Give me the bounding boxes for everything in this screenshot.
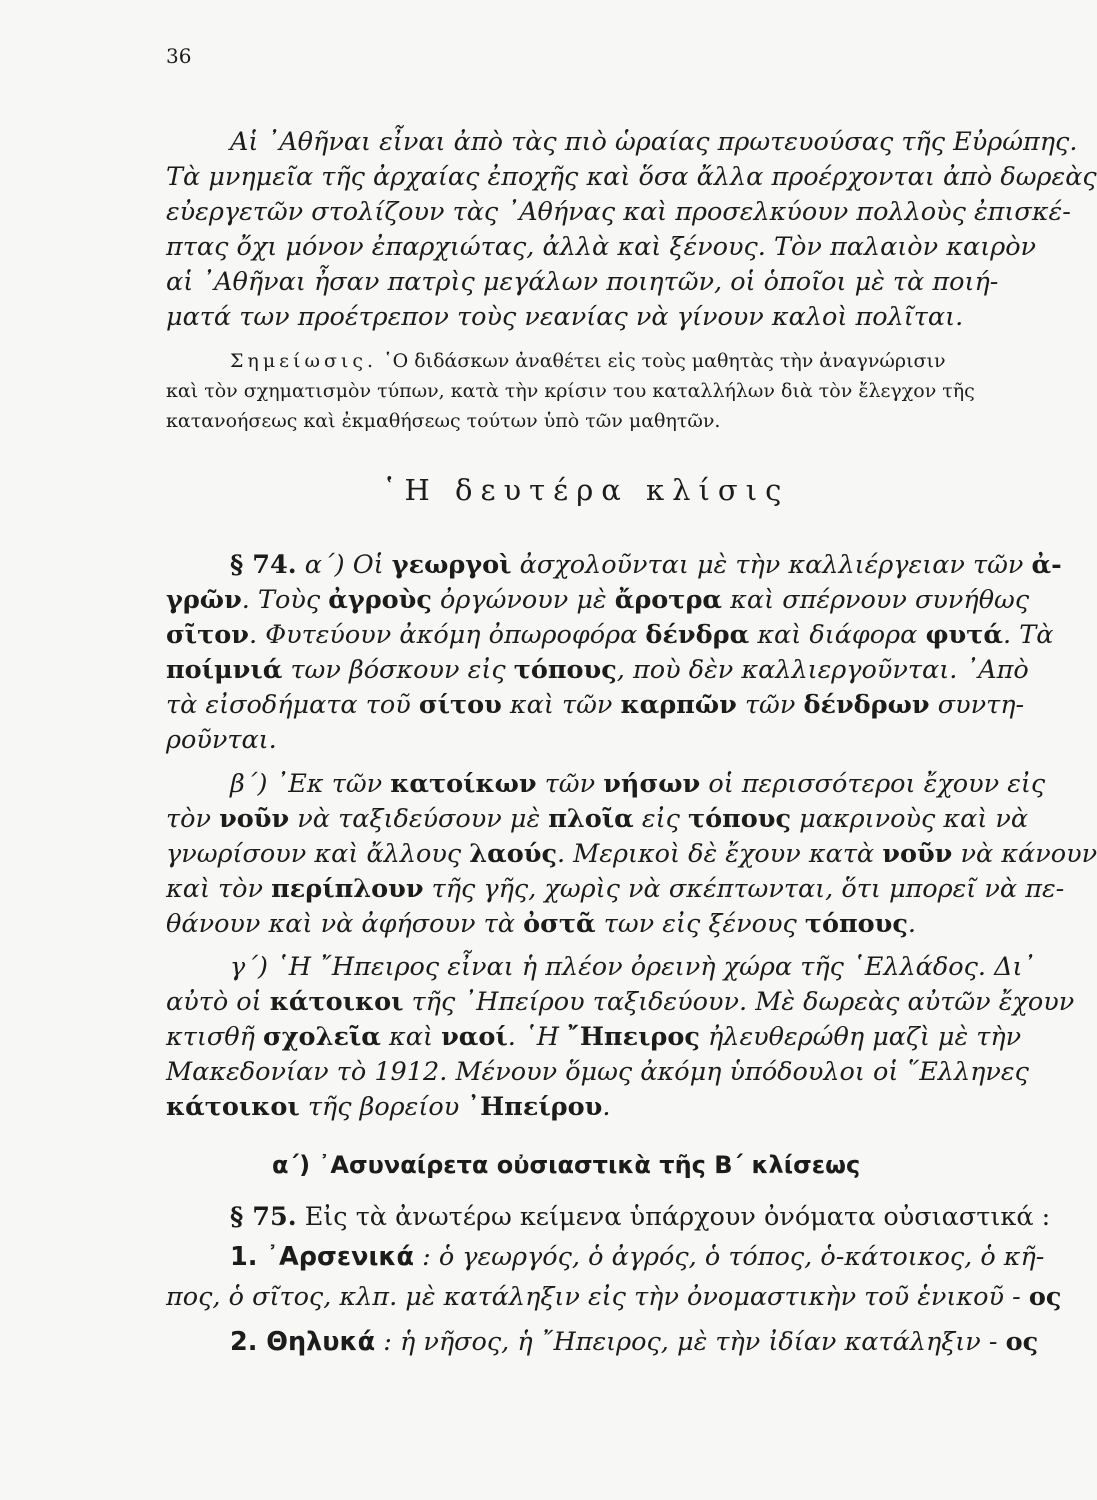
beta-line-3 [166, 839, 1097, 869]
subsection-heading: α΄) ᾿Ασυναίρετα οὐσιαστικὰ τῆς Β΄ κλίσεως [272, 1151, 861, 1179]
keyword: ἀ- [1031, 550, 1062, 580]
item-label: 2. Θηλυκά [230, 1327, 376, 1357]
s74-line-5 [166, 690, 1025, 720]
text: . [907, 909, 917, 939]
text: : ὁ γεωργός, ὁ ἀγρός, ὁ τόπος, ὁ-κάτοικος, ὁ κῆ- [422, 1242, 1045, 1272]
p1-line-3: εὐεργετῶν στολίζουν τὰς ᾿Αθήνας καὶ προσελκύουν πολλοὺς ἐπισκέ- [166, 197, 1071, 227]
s74-line-4 [166, 655, 1029, 685]
beta-line-2 [166, 804, 1029, 834]
p1-line-2: Τὰ μνημεῖα τῆς ἀρχαίας ἐποχῆς καὶ ὅσα ἄλλα προέρχονται ἀπὸ δωρεὰς [166, 162, 1097, 192]
text: τὸν [166, 804, 211, 834]
keyword: φυτά [925, 620, 1004, 650]
keyword: ἄροτρα [614, 585, 723, 615]
text: συντη- [937, 690, 1025, 720]
text: των εἰς ξένους [603, 909, 797, 939]
beta-line-1 [230, 769, 1046, 799]
s74-line-1 [230, 550, 1062, 580]
keyword: δένδρα [645, 620, 750, 650]
text: τῶν [744, 690, 796, 720]
text: καὶ [389, 1022, 433, 1052]
text: οἱ περισσότεροι ἔχουν εἰς [708, 769, 1046, 799]
keyword: δένδρων [803, 690, 930, 720]
text: . Μερικοὶ δὲ ἔχουν κατὰ [556, 839, 875, 869]
section-heading: ῾Η δευτέρα κλίσις [382, 473, 790, 507]
keyword: σχολεῖα [262, 1022, 381, 1052]
keyword: κατοίκων [390, 769, 537, 799]
text: κτισθῆ [166, 1022, 255, 1052]
text: καὶ σπέρνουν συνήθως [730, 585, 1030, 615]
text: πος, ὁ σῖτος, κλπ. μὲ κατάληξιν εἰς τὴν ὀνομαστικὴν τοῦ ἑνικοῦ - [166, 1282, 1021, 1312]
text: νὰ κάνουν [960, 839, 1097, 869]
section-number-75: § 75. [230, 1202, 297, 1232]
keyword: νοῦν [882, 839, 953, 869]
keyword: κάτοικοι [269, 987, 404, 1017]
keyword: σῖτον [166, 620, 249, 650]
text: αὐτὸ οἱ [166, 987, 262, 1017]
section-number-74: § 74. [230, 550, 297, 580]
keyword: κάτοικοι [166, 1092, 300, 1122]
keyword: γρῶν [166, 585, 242, 615]
p1-line-1: Αἱ ᾿Αθῆναι εἶναι ἀπὸ τὰς πιὸ ὡραίας πρωτευούσας τῆς Εὐρώπης. [230, 127, 1078, 157]
note-text-1: ῾Ο διδάσκων ἀναθέτει εἰς τοὺς μαθητὰς τὴν ἀναγνώρισιν [383, 350, 946, 372]
gamma-line-3 [166, 1022, 1022, 1052]
text: ἀσχολοῦνται μὲ τὴν καλλιέργειαν τῶν [519, 550, 1024, 580]
keyword: νήσων [603, 769, 701, 799]
text: καὶ διάφορα [757, 620, 918, 650]
text: τῶν [544, 769, 596, 799]
text: τὰ εἰσοδήματα τοῦ [166, 690, 411, 720]
text: . ῾Η [507, 1022, 559, 1052]
text: των βόσκουν εἰς [290, 655, 506, 685]
ending: ος [1005, 1327, 1039, 1357]
text: , ποὺ δὲν καλλιεργοῦνται. ᾿Απὸ [616, 655, 1029, 685]
text: τῆς ᾿Ηπείρου ταξιδεύουν. Μὲ δωρεὰς αὐτῶν ἔχουν [411, 987, 1075, 1017]
text: α΄) Οἱ [304, 550, 384, 580]
text: καὶ τὸν [166, 874, 264, 904]
page-number: 36 [166, 44, 192, 68]
keyword: ᾿Ηπείρου [467, 1092, 603, 1122]
keyword: ναοί [441, 1022, 508, 1052]
keyword: πλοῖα [548, 804, 634, 834]
s74-line-6: ροῦνται. [166, 725, 277, 755]
keyword: ποίμνιά [166, 655, 283, 685]
note-line-3: κατανοήσεως καὶ ἐκμαθήσεως τούτων ὑπὸ τῶν μαθητῶν. [166, 410, 721, 432]
keyword: τόπους [513, 655, 617, 685]
gamma-line-1: γ΄) ῾Η ῎Ηπειρος εἶναι ἡ πλέον ὀρεινὴ χώρα τῆς ῾Ελλάδος. Δι᾿ [230, 952, 1036, 982]
p1-line-6: ματά των προέτρεπον τοὺς νεανίας νὰ γίνουν καλοὶ πολῖται. [166, 302, 964, 332]
text: τῆς γῆς, χωρὶς νὰ σκέπτωνται, ὅτι μπορεῖ νὰ πε- [431, 874, 1065, 904]
keyword: ἀγροὺς [328, 585, 432, 615]
text: β΄) ᾿Εκ τῶν [230, 769, 383, 799]
ending: ος [1028, 1282, 1062, 1312]
text: ἠλευθερώθη μαζὶ μὲ τὴν [708, 1022, 1022, 1052]
text: θάνουν καὶ νὰ ἀφήσουν τὰ [166, 909, 515, 939]
keyword: τόπους [687, 804, 792, 834]
keyword: ῎Ηπειρος [567, 1022, 700, 1052]
text: γνωρίσουν καὶ ἄλλους [166, 839, 462, 869]
keyword: λαούς [469, 839, 557, 869]
text: ὀργώνουν μὲ [440, 585, 607, 615]
item-label: 1. ᾿Αρσενικά [230, 1242, 415, 1272]
keyword: γεωργοὶ [391, 550, 512, 580]
text: : ἡ νῆσος, ἡ ῎Ηπειρος, μὲ τὴν ἰδίαν κατάληξιν - [383, 1327, 998, 1357]
gamma-line-2 [166, 987, 1075, 1017]
s75-item-1-line-1 [230, 1242, 1045, 1272]
note-label: Σημείωσις. [230, 350, 378, 372]
text: νὰ ταξιδεύσουν μὲ [297, 804, 541, 834]
s74-line-2 [166, 585, 1030, 615]
keyword: καρπῶν [620, 690, 737, 720]
text: . Φυτεύουν ἀκόμη ὀπωροφόρα [249, 620, 638, 650]
gamma-line-5 [166, 1092, 611, 1122]
s75-line-1 [230, 1202, 1051, 1232]
note-line-1 [230, 352, 946, 371]
keyword: περίπλουν [271, 874, 424, 904]
text: καὶ τῶν [509, 690, 613, 720]
text: εἰς [641, 804, 680, 834]
text: . [602, 1092, 611, 1122]
p1-line-4: πτας ὄχι μόνον ἐπαρχιώτας, ἀλλὰ καὶ ξένους. Τὸν παλαιὸν καιρὸν [166, 232, 1037, 262]
p1-line-5: αἱ ᾿Αθῆναι ἦσαν πατρὶς μεγάλων ποιητῶν, οἱ ὁποῖοι μὲ τὰ ποιή- [166, 267, 999, 297]
text: μακρινοὺς καὶ νὰ [799, 804, 1029, 834]
note-line-2: καὶ τὸν σχηματισμὸν τύπων, κατὰ τὴν κρίσιν του καταλλήλων διὰ τὸν ἔλεγχον τῆς [166, 380, 975, 402]
text: Εἰς τὰ ἀνωτέρω κείμενα ὑπάρχουν ὀνόματα οὐσιαστικά : [304, 1202, 1051, 1232]
keyword: ὀστᾶ [523, 909, 596, 939]
beta-line-4 [166, 874, 1065, 904]
text: . Τὰ [1003, 620, 1054, 650]
keyword: τόπους [804, 909, 908, 939]
s75-item-1-line-2 [166, 1282, 1062, 1312]
keyword: νοῦν [219, 804, 290, 834]
text: τῆς βορείου [307, 1092, 460, 1122]
text: . Τοὺς [241, 585, 321, 615]
s74-line-3 [166, 620, 1054, 650]
keyword: σίτου [418, 690, 502, 720]
s75-item-2-line-1 [230, 1327, 1039, 1357]
gamma-line-4: Μακεδονίαν τὸ 1912. Μένουν ὅμως ἀκόμη ὑπόδουλοι οἱ ῞Ελληνες [166, 1057, 1029, 1087]
beta-line-5 [166, 909, 917, 939]
